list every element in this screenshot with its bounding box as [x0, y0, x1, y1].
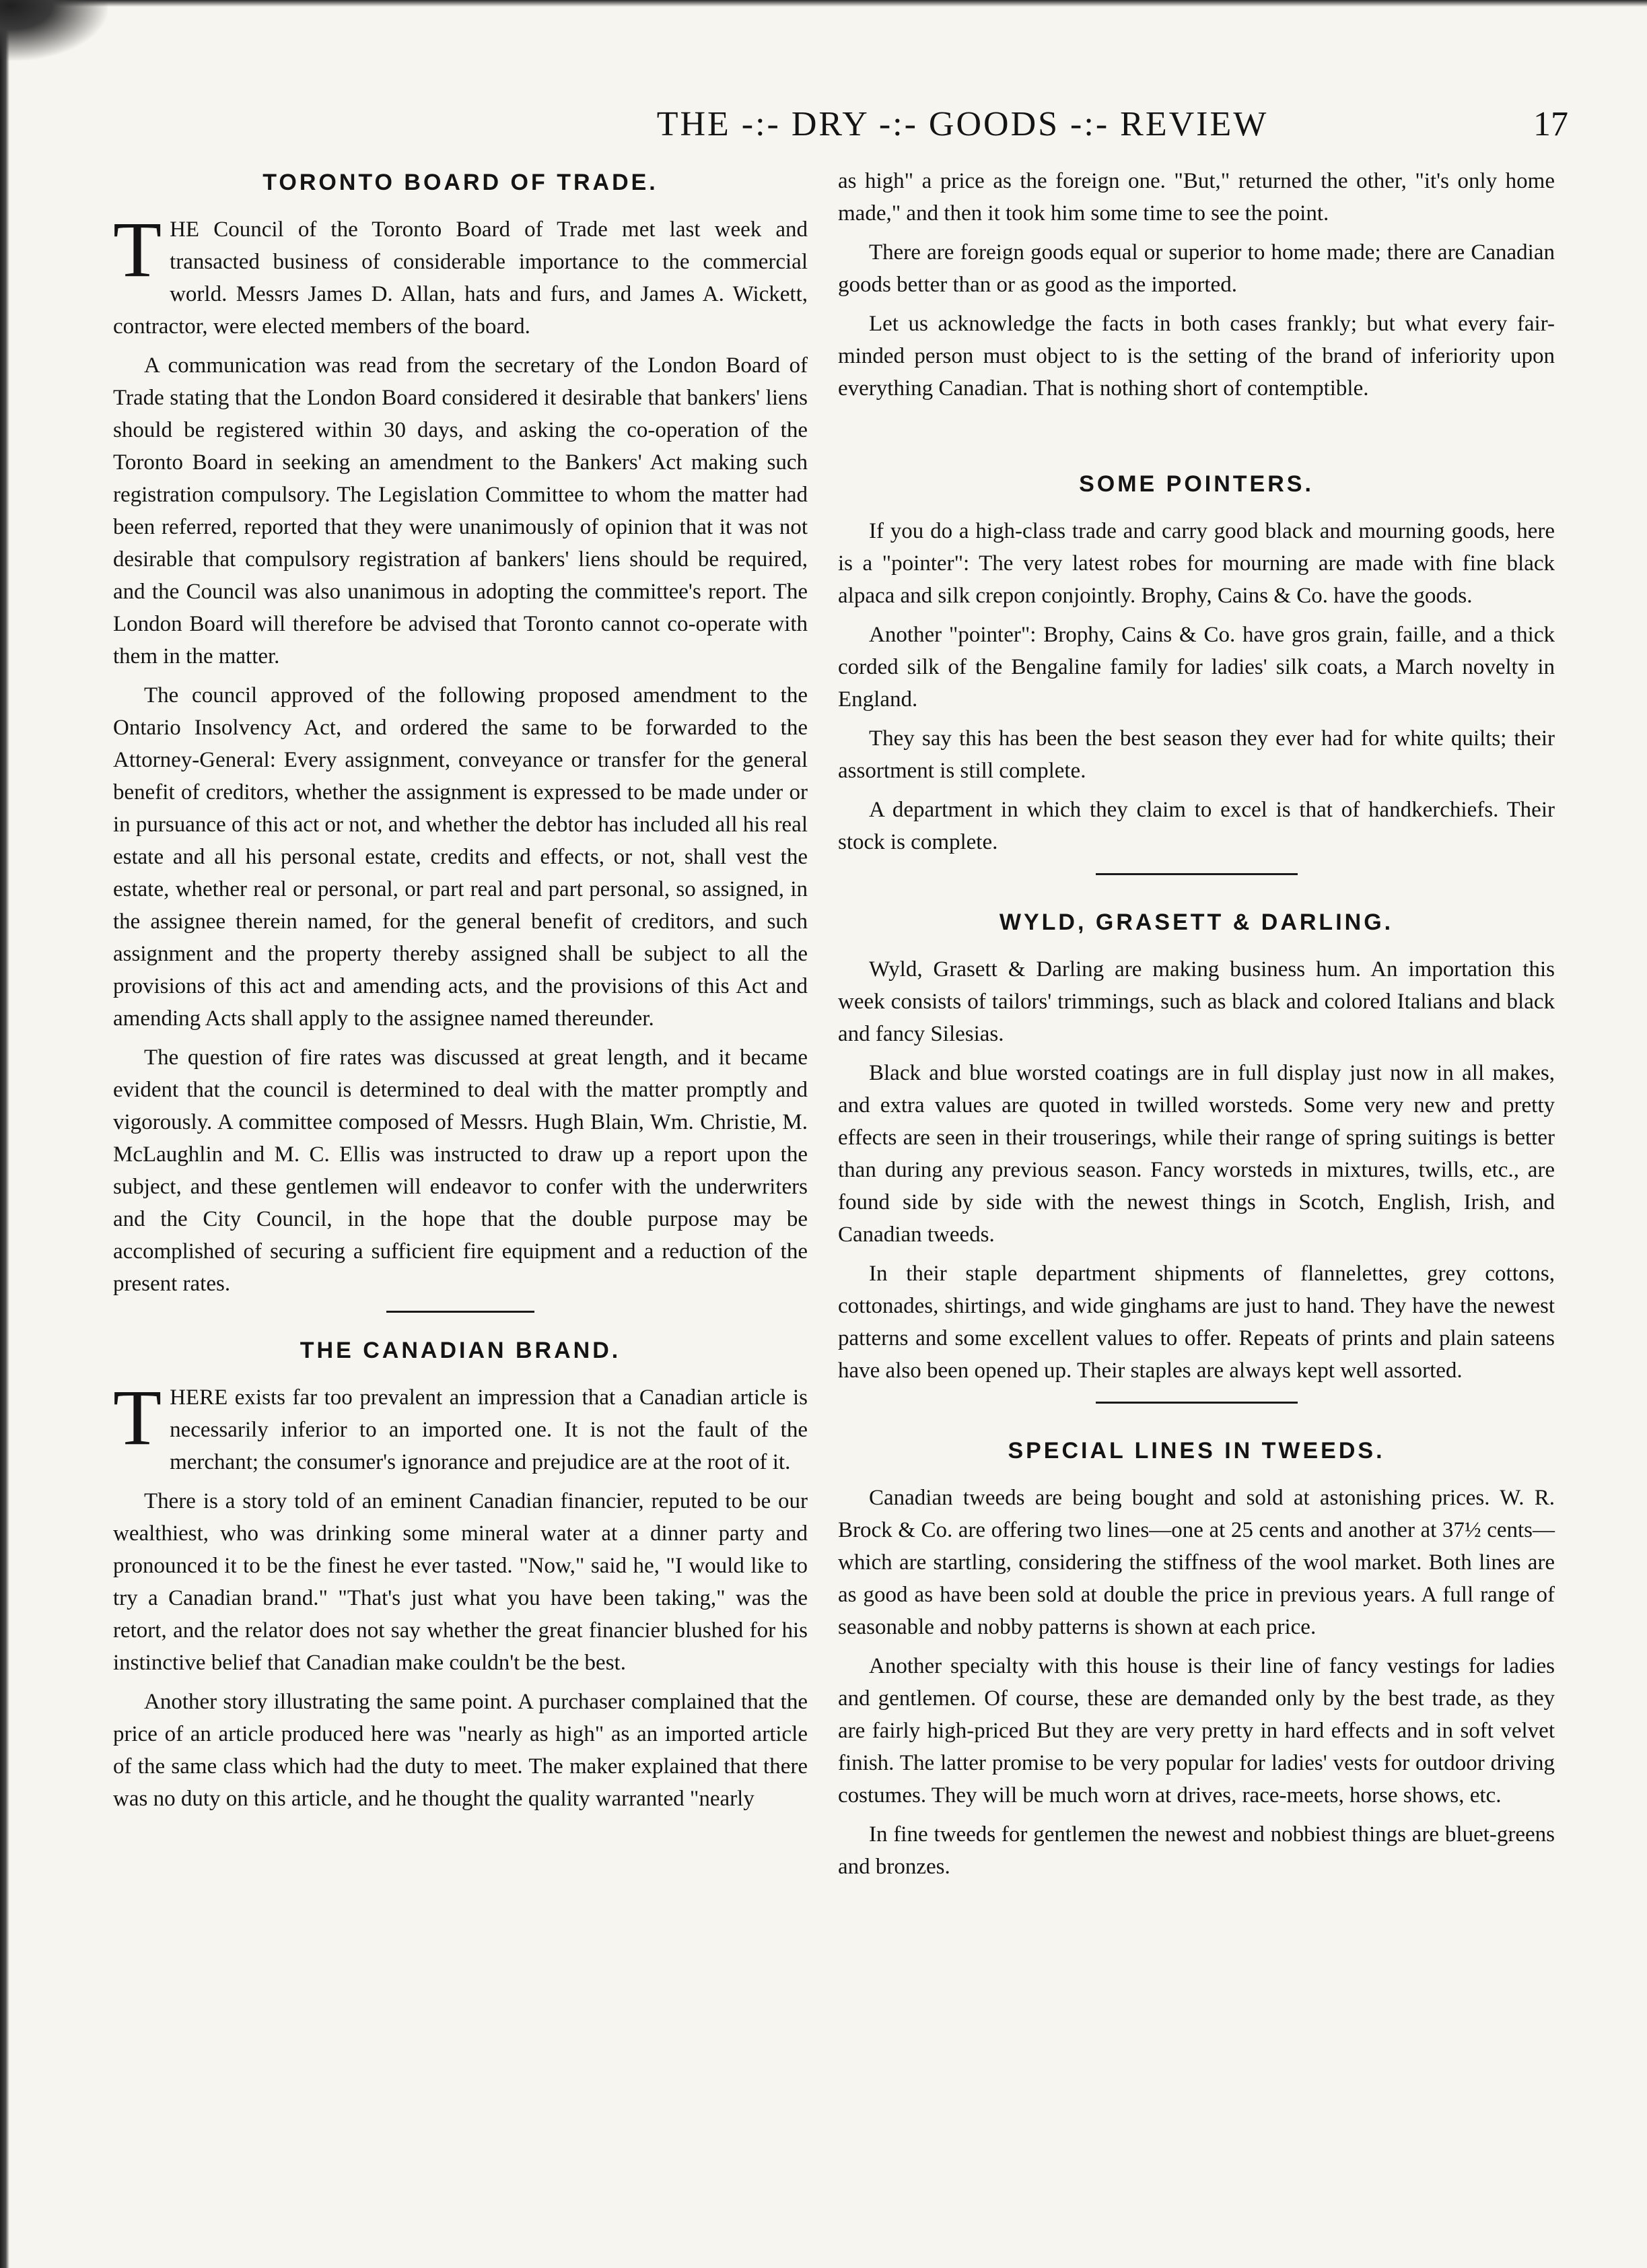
- article-paragraph: If you do a high-class trade and carry good black and mourning goods, here is a "pointer": The very latest robes for mourning are made with fine black alpaca and silk crepon conjointly. Brophy, Cains & Co. have the goods.: [838, 519, 1555, 608]
- article-special-lines-in-tweeds: [838, 1433, 1555, 1883]
- article-paragraph: In fine tweeds for gentlemen the newest and nobbiest things are bluet-greens and bronzes.: [838, 1822, 1555, 1879]
- section-divider: [386, 1311, 534, 1313]
- section-spacer: [838, 411, 1555, 467]
- article-paragraph: They say this has been the best season they ever had for white quilts; their assortment is still complete.: [838, 726, 1555, 783]
- scan-corner-mark: [0, 0, 108, 61]
- scan-edge-left: [0, 0, 9, 2268]
- article-paragraph: Let us acknowledge the facts in both cases frankly; but what every fair-minded person must object to is the setting of the brand of inferiority upon everything Canadian. That is nothing short of contemptible.: [838, 312, 1555, 401]
- article-paragraph: A department in which they claim to excel is that of handkerchiefs. Their stock is complete.: [838, 798, 1555, 854]
- article-heading: SPECIAL LINES IN TWEEDS.: [1008, 1438, 1385, 1464]
- article-paragraph: Another story illustrating the same point. A purchaser complained that the price of an article produced here was "nearly as high" as an imported article of the same class which had the duty to meet. The maker explained that there was no duty on this article, and he thought the quality warranted "nearly: [113, 1690, 808, 1811]
- left-column: [113, 165, 808, 1822]
- article-paragraph: Black and blue worsted coatings are in full display just now in all makes, and extra values are quoted in twilled worsteds. Some very new and pretty effects are seen in their trouserings, while their range of spring suitings is better than during any previous season. Fancy worsteds in mixtures, twills, etc., are found side by side with the newest things in Scotch, English, Irish, and Canadian tweeds.: [838, 1061, 1555, 1247]
- page-number: 17: [1533, 105, 1568, 143]
- article-heading: THE CANADIAN BRAND.: [300, 1338, 621, 1363]
- article-paragraph: [113, 1373, 808, 1478]
- article-paragraph: Another specialty with this house is their line of fancy vestings for ladies and gentlemen. Of course, these are demanded only by the best trade, as they are fairly high-priced But they are very pretty in hard effects and in soft velvet finish. The latter promise to be very popular for ladies' vests for outdoor driving costumes. They will be much worn at drives, race-meets, horse shows, etc.: [838, 1654, 1555, 1808]
- article-paragraph: The council approved of the following proposed amendment to the Ontario Insolvency Act, and ordered the same to be forwarded to the Attorney-General: Every assignment, conveyance or transfer for the general benefit of creditors, whether the assignment is expressed to be made under or in pursuance of this act or not, and whether the debtor has included all his real estate and all his personal estate, credits and effects, or not, shall vest the estate, whether real or personal, or part real and part personal, so assigned, in the assignee therein named, for the general benefit of creditors, and such assignment and the property thereby assigned shall be subject to all the provisions of this act and amending acts, and the provisions of this Act and amending Acts shall apply to the assignee named thereunder.: [113, 683, 808, 1031]
- drop-cap: T: [113, 1373, 162, 1462]
- article-paragraph: Canadian tweeds are being bought and sold at astonishing prices. W. R. Brock & Co. are offering two lines—one at 25 cents and another at 37½ cents—which are startling, considering the stiffness of the wool market. Both lines are as good as have been sold at double the price in previous years. A full range of seasonable and nobby patterns is shown at each price.: [838, 1486, 1555, 1639]
- article-canadian-brand: [113, 1333, 808, 1815]
- article-wyld-grasett-darling: [838, 905, 1555, 1387]
- article-paragraph: as high" a price as the foreign one. "But," returned the other, "it's only home made," and then it took him some time to see the point.: [838, 169, 1555, 226]
- article-paragraph: In their staple department shipments of flannelettes, grey cottons, cottonades, shirtings, and wide ginghams are just to hand. They have the newest patterns and some excellent values to offer. Repeats of prints and plain sateens have also been opened up. Their staples are always kept well assorted.: [838, 1262, 1555, 1383]
- paragraph-text: HE Council of the Toronto Board of Trade met last week and transacted business of considerable importance to the commercial world. Messrs James D. Allan, hats and furs, and James A. Wickett, contractor, were elected members of the board.: [113, 217, 808, 339]
- article-paragraph: Wyld, Grasett & Darling are making business hum. An importation this week consists of tailors' trimmings, such as black and colored Italians and black and fancy Silesias.: [838, 957, 1555, 1046]
- article-paragraph: [113, 205, 808, 343]
- section-divider: [1096, 873, 1298, 875]
- running-header: [135, 101, 1568, 148]
- article-toronto-board-of-trade: [113, 165, 808, 1300]
- article-heading: SOME POINTERS.: [1079, 471, 1314, 497]
- article-heading: WYLD, GRASETT & DARLING.: [999, 909, 1394, 935]
- scan-edge-top: [0, 0, 1647, 7]
- drop-cap: T: [113, 205, 162, 294]
- article-some-pointers: [838, 467, 1555, 858]
- right-column: [838, 165, 1555, 1890]
- article-paragraph: There is a story told of an eminent Canadian financier, reputed to be our wealthiest, who was drinking some mineral water at a dinner party and pronounced it to be the finest he ever tasted. "Now," said he, "I would like to try a Canadian brand." "That's just what you have been taking," was the retort, and the relator does not say whether the great financier blushed for his instinctive belief that Canadian make couldn't be the best.: [113, 1489, 808, 1675]
- paragraph-text: HERE exists far too prevalent an impression that a Canadian article is necessarily inferior to an imported one. It is not the fault of the merchant; the consumer's ignorance and prejudice are at the root of it.: [170, 1385, 808, 1474]
- article-canadian-brand-continued: [838, 165, 1555, 405]
- article-paragraph: There are foreign goods equal or superior to home made; there are Canadian goods better than or as good as the imported.: [838, 240, 1555, 297]
- article-paragraph: Another "pointer": Brophy, Cains & Co. have gros grain, faille, and a thick corded silk of the Bengaline family for ladies' silk coats, a March novelty in England.: [838, 623, 1555, 712]
- article-paragraph: A communication was read from the secretary of the London Board of Trade stating that the London Board considered it desirable that bankers' liens should be registered within 30 days, and asking the co-operation of the Toronto Board in seeking an amendment to the Bankers' Act making such registration compulsory. The Legislation Committee to whom the matter had been referred, reported that they were unanimously of opinion that it was not desirable that compulsory registration af bankers' liens should be required, and the Council was also unanimous in adopting the committee's report. The London Board will therefore be advised that Toronto cannot co-operate with them in the matter.: [113, 353, 808, 668]
- article-heading: TORONTO BOARD OF TRADE.: [262, 170, 658, 195]
- masthead-title: THE -:- DRY -:- GOODS -:- REVIEW: [656, 105, 1269, 143]
- article-paragraph: The question of fire rates was discussed at great length, and it became evident that the council is determined to deal with the matter promptly and vigorously. A committee composed of Messrs. Hugh Blain, Wm. Christie, M. McLaughlin and M. C. Ellis was instructed to draw up a report upon the subject, and these gentlemen will endeavor to confer with the underwriters and the City Council, in the hope that the double purpose may be accomplished of securing a sufficient fire equipment and a reduction of the present rates.: [113, 1045, 808, 1296]
- section-divider: [1096, 1402, 1298, 1404]
